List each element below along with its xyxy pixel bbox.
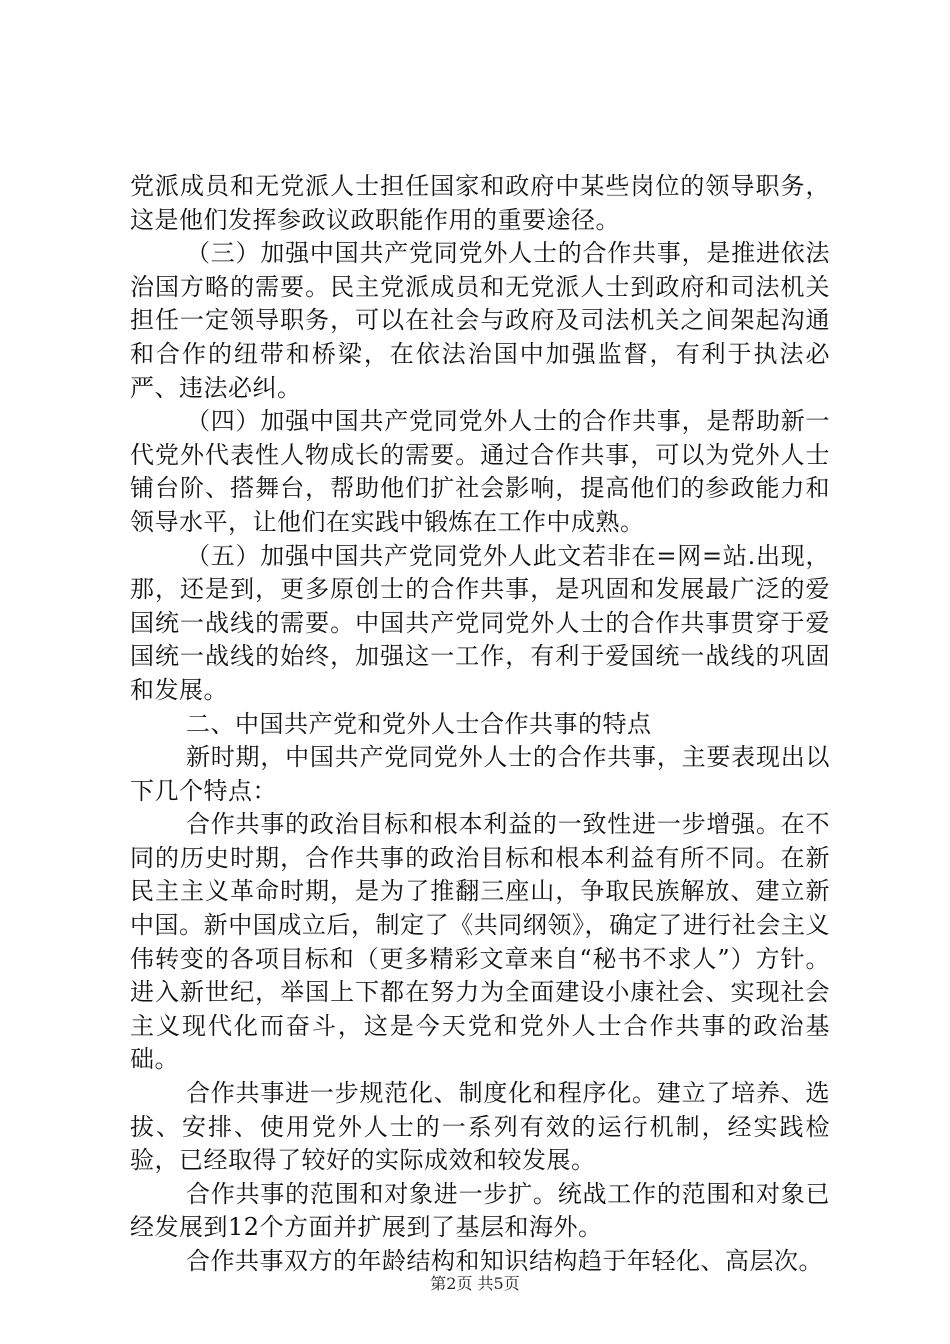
paragraph-section-3: （三）加强中国共产党同党外人士的合作共事，是推进依法治国方略的需要。民主党派成员和无党派人士到政府和司法机关担任一定领导职务，可以在社会与政府及司法机关之间架起沟通和合作的纽带和桥梁，在依法治国中加强监督，有利于执法必严、违法必纠。 [130,239,830,402]
paragraph-continuation: 党派成员和无党派人士担任国家和政府中某些岗位的领导职务，这是他们发挥参政议政职能作用的重要途径。 [130,172,830,234]
paragraph-feature-1: 合作共事的政治目标和根本利益的一致性进一步增强。在不同的历史时期，合作共事的政治目标和根本利益有所不同。在新民主主义革命时期，是为了推翻三座山，争取民族解放、建立新中国。新中国成立后，制定了《共同纲领》，确定了进行社会主义伟转变的各项目标和（更多精彩文章来自“秘书不求人”）方针。进入新世纪，举国上下都在努力为全面建设小康社会、实现社会主义现代化而奋斗，这是今天党和党外人士合作共事的政治基础。 [130,810,830,1074]
document-body [130,170,830,1279]
paragraph-feature-4: 合作共事双方的年龄结构和知识结构趋于年轻化、高层次。 [186,1247,823,1275]
paragraph-section-5: （五）加强中国共产党同党外人此文若非在=网=站.出现，那，还是到，更多原创士的合作共事，是巩固和发展最广泛的爱国统一战线的需要。中国共产党同党外人士的合作共事贯穿于爱国统一战线的始终，加强这一工作，有利于爱国统一战线的巩固和发展。 [130,541,830,704]
section-heading-2: 二、中国共产党和党外人士合作共事的特点 [186,709,652,738]
paragraph-section-4: （四）加强中国共产党同党外人士的合作共事，是帮助新一代党外代表性人物成长的需要。通过合作共事，可以为党外人士铺台阶、搭舞台，帮助他们扩社会影响，提高他们的参政能力和领导水平，让他们在实践中锻炼在工作中成熟。 [130,407,830,536]
paragraph-feature-2: 合作共事进一步规范化、制度化和程序化。建立了培养、选拔、安排、使用党外人士的一系列有效的运行机制，经实践检验，已经取得了较好的实际成效和较发展。 [130,1079,830,1175]
page-footer: 第2页 共5页 [430,1274,520,1293]
paragraph-intro-features: 新时期，中国共产党同党外人士的合作共事，主要表现出以下几个特点： [130,743,830,805]
paragraph-feature-3: 合作共事的范围和对象进一步扩。统战工作的范围和对象已经发展到12个方面并扩展到了基层和海外。 [130,1179,830,1242]
